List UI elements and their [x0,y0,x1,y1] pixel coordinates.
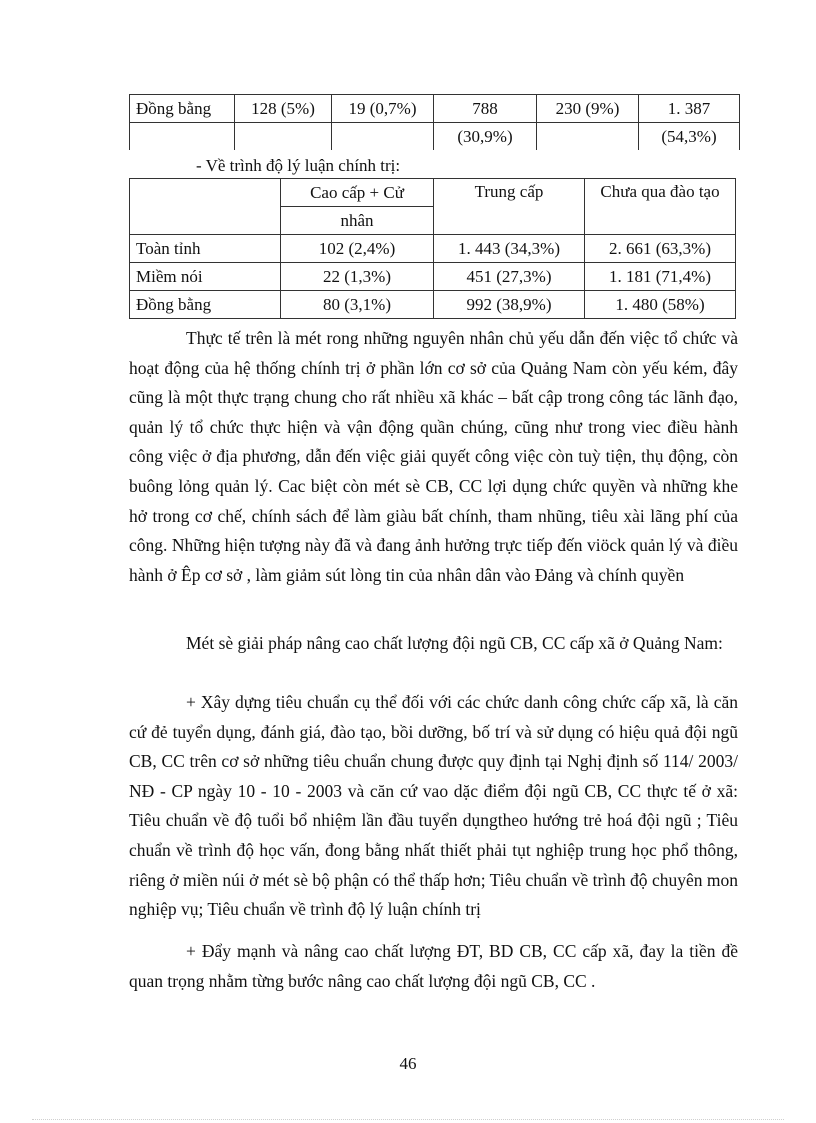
table-cell [235,123,332,151]
table-cell: 102 (2,4%) [281,235,434,263]
table-header-row [130,179,736,207]
body-paragraph: Thực tế trên là mét rong những nguyên nhân chủ yếu dẫn đến việc tổ chức và hoạt động của hệ thống chính trị ở phần lớn cơ sở của Quảng Nam còn yếu kém, đây cũng là một thực trạng chung cho rất nhiều xã khác – bất cập trong công tác lãnh đạo, quản lý tổ chức thực hiện và vận động quần chúng, cũng như trong viec điều hành công việc ở địa phương, dẫn đến việc giải quyết công việc còn tuỳ tiện, thụ động, còn buông lỏng quản lý. Cac biệt còn mét sè CB, CC lợi dụng chức quyền và những khe hở trong cơ chế, chính sách để làm giàu bất chính, tham nhũng, tiêu xài lãng phí của công. Những hiện tượng này đã và đang ảnh hưởng trực tiếp đến viöck quản lý và điều hành ở Êp cơ sở , làm giảm sút lòng tin của nhân dân vào Đảng và chính quyền [129,328,738,585]
row-label: Miềm nói [130,263,281,291]
table-row [130,235,736,263]
header-blank-cell [130,179,281,207]
table-cell: 1. 387 [639,95,740,123]
body-paragraph: Mét sè giải pháp nâng cao chất lượng đội ngũ CB, CC cấp xã ở Quảng Nam: [186,633,723,653]
table-row [130,123,740,151]
column-header: Trung cấp [434,179,585,235]
table-cell: 1. 443 (34,3%) [434,235,585,263]
table-cell: (30,9%) [434,123,537,151]
table-cell: 2. 661 (63,3%) [585,235,736,263]
column-header-continued: nhân [281,207,434,235]
column-header: Chưa qua đào tạo [585,179,736,235]
table-cell: 230 (9%) [537,95,639,123]
page-number: 46 [399,1054,417,1073]
table-cell: 1. 181 (71,4%) [585,263,736,291]
table-cell [332,123,434,151]
table-cell: 451 (27,3%) [434,263,585,291]
table-cell: 80 (3,1%) [281,291,434,319]
plains-table [129,94,740,150]
row-label [130,123,235,151]
row-label: Toàn tỉnh [130,235,281,263]
table-row [130,263,736,291]
table-row [130,95,740,123]
body-paragraph: + Đẩy mạnh và nâng cao chất lượng ĐT, BD CB, CC cấp xã, đay la tiền đề quan trọng nhằm từng bước nâng cao chất lượng đội ngũ CB, CC . [129,941,738,991]
political-theory-table [129,178,736,319]
row-label: Đồng bằng [130,95,235,123]
table-cell: 788 [434,95,537,123]
header-blank-cell [130,207,281,235]
table-cell: 128 (5%) [235,95,332,123]
table-cell: 1. 480 (58%) [585,291,736,319]
table-row [130,291,736,319]
body-paragraph: + Xây dựng tiêu chuẩn cụ thể đối với các chức danh công chức cấp xã, là căn cứ đẻ tuyển dụng, đánh giá, đào tạo, bồi dưỡng, bố trí và sử dụng có hiệu quả đội ngũ CB, CC trên cơ sở những tiêu chuẩn chung được quy định tại Nghị định số 114/ 2003/ NĐ - CP ngày 10 - 10 - 2003 và căn cứ vao dặc điểm đội ngũ CB, CC thực tế ở xã: Tiêu chuẩn về độ tuổi bổ nhiệm lần đầu tuyển dụngtheo hướng trẻ hoá đội ngũ ; Tiêu chuẩn về trình độ học vấn, đong bằng nhất thiết phải tụt nghiệp trung học phổ thông, riêng ở miền núi ở mét sè bộ phận có thể thấp hơn; Tiêu chuẩn về trình độ chuyên mon nghiệp vụ; Tiêu chuẩn về trình độ lý luận chính trị [129,692,738,920]
table-cell [537,123,639,151]
table-cell: (54,3%) [639,123,740,151]
page-divider [32,1119,784,1120]
politics-heading: - Về trình độ lý luận chính trị: [196,156,401,175]
row-label: Đồng bằng [130,291,281,319]
table-cell: 19 (0,7%) [332,95,434,123]
table-cell: 992 (38,9%) [434,291,585,319]
column-header: Cao cấp + Cử [281,179,434,207]
table-cell: 22 (1,3%) [281,263,434,291]
